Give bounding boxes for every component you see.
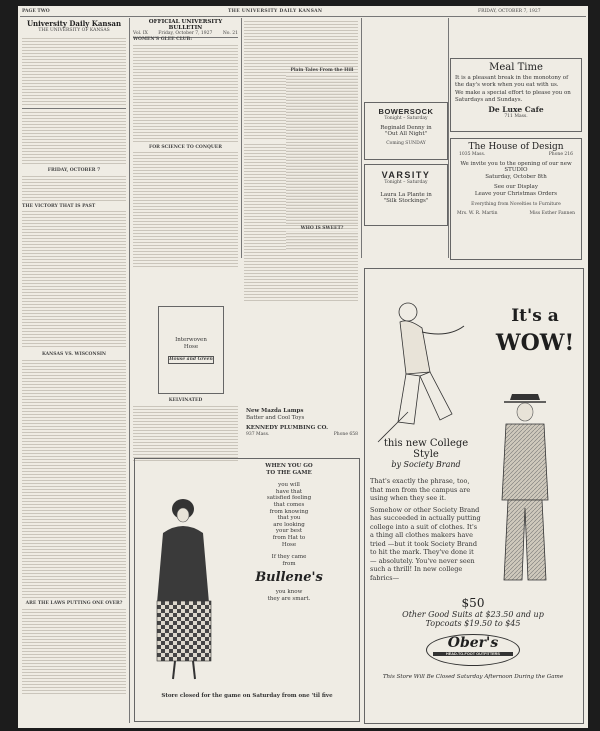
interwoven-ad	[158, 306, 224, 394]
kennedy-address: 937 Mass.	[246, 431, 270, 437]
bowersock-film: "Out All Night"	[384, 131, 428, 138]
fashion-illustration	[141, 493, 221, 683]
kennedy-line1: New Mazda Lamps	[246, 408, 304, 414]
obers-headline2: WOW!	[495, 330, 575, 356]
kansas-headline: KANSAS VS. WISCONSIN	[41, 352, 107, 358]
house-of-design-ad	[450, 138, 582, 260]
man-in-suit-illustration	[482, 390, 568, 590]
obers-other-suits: Other Good Suits at $23.50 and up	[402, 610, 544, 619]
obers-pricing	[368, 596, 578, 680]
bulletin-text	[133, 43, 238, 143]
obers-logo-badge	[426, 634, 520, 666]
interwoven-line2: Hose	[183, 343, 199, 350]
bulletin-title: OFFICIAL UNIVERSITY BULLETIN	[148, 19, 223, 31]
hod-address: 1035 Mass.	[459, 152, 486, 157]
obers-topcoats: Topcoats $19.50 to $45	[425, 619, 521, 628]
bullene-line9: are looking	[273, 521, 305, 528]
obers-headline1: It's a	[511, 306, 559, 326]
who-sweet-text	[286, 231, 358, 251]
obers-price: $50	[461, 596, 485, 610]
hod-owner1: Mrs. W. R. Martin	[457, 211, 498, 217]
obers-body1: That's exactly the phrase, too, that men from the campus are using when they see it.	[370, 477, 471, 502]
bullene-line3: you will	[278, 482, 300, 489]
varsity-subtitle: Tonight – Saturday	[384, 180, 428, 185]
kelvinated-story	[133, 398, 238, 462]
bullene-line16: they are smart.	[267, 595, 311, 602]
bullene-line6: that comes	[273, 501, 305, 508]
obers-footer: This Store Will Be Closed Saturday Afternoon During the Game	[382, 674, 564, 680]
obers-headline	[490, 306, 580, 356]
who-sweet-headline: WHO IS SWEET?	[300, 225, 344, 231]
bullene-line14: from	[282, 560, 296, 567]
bullene-copy	[225, 463, 353, 603]
bullene-line4: have that	[275, 488, 303, 495]
victory-text	[22, 209, 126, 349]
bullene-line8: that you	[277, 515, 301, 522]
bullene-line10: your best	[275, 528, 303, 535]
obers-body2: Somehow or other Society Brand has succeeded in actually putting college into a suit of clothes. It's a thing all clothes makers have tried —but it took Society Brand to hit the mark. They've done it — absolutely. You've never seen such a thrill! In new college fabrics—	[370, 505, 481, 582]
bulletin-date: Friday, October 7, 1927	[158, 31, 213, 36]
obers-logo: Ober's	[447, 635, 499, 651]
editorial-column	[22, 19, 126, 695]
golfer-illustration	[368, 292, 488, 462]
kennedy-name: KENNEDY PLUMBING CO.	[246, 425, 329, 432]
hod-invite: We invite you to the opening of our new STUDIO	[460, 160, 572, 174]
plain-tales-story	[286, 68, 358, 251]
obers-tagline1: this new College Style	[383, 438, 469, 460]
editorial-notice	[22, 110, 126, 166]
obers-tagline2: by Society Brand	[391, 460, 461, 469]
meal-time-body1: It is a pleasant break in the monotony of the day's work when you eat with us.	[455, 75, 569, 88]
bullene-ad	[134, 458, 360, 722]
page-label: PAGE TWO	[22, 9, 50, 14]
conquest-text	[133, 150, 238, 268]
bullene-line7: from knowing	[269, 508, 309, 515]
varsity-name: VARSITY	[381, 170, 431, 180]
issue-date: FRIDAY, OCTOBER 7, 1927	[478, 9, 541, 14]
obers-logo-sub: HEAD-TO-FOOT OUTFITTERS	[433, 652, 513, 656]
hod-display2: Leave your Christmas Orders	[474, 190, 558, 197]
hod-novelties: Everything from Novelties to Furniture	[471, 201, 561, 207]
column-rule	[361, 18, 362, 258]
hod-phone: Phone 216	[548, 152, 573, 157]
bullene-line13: If they came	[271, 554, 307, 561]
bowersock-name: BOWERSOCK	[378, 107, 434, 116]
kennedy-phone: Phone 658	[333, 431, 358, 437]
bowersock-star: Reginald Denny in	[380, 124, 432, 131]
feature-title: FRIDAY, OCTOBER 7	[47, 168, 101, 174]
kansas-text	[22, 358, 126, 598]
bulletin-item: WOMEN'S GLEE CLUB:	[133, 37, 193, 43]
paper-name: THE UNIVERSITY DAILY KANSAN	[228, 9, 323, 14]
laws-headline: ARE THE LAWS PUTTING ONE OVER?	[25, 600, 123, 606]
feature-text	[22, 174, 126, 202]
meal-time-title: Meal Time	[489, 62, 543, 73]
masthead-rule	[20, 16, 586, 17]
kennedy-line2: Batter and Cool Toys	[246, 414, 305, 421]
meal-time-ad	[450, 58, 582, 132]
hod-date: Saturday, October 8th	[485, 173, 547, 180]
bullene-line11: from Hat to	[272, 534, 306, 541]
varsity-film: "Silk Stockings"	[383, 198, 429, 205]
meal-time-body2: We make a special effort to please you on Saturdays and Sundays.	[455, 90, 571, 103]
staff-listing	[22, 36, 126, 106]
bullene-line5: satisfied feeling	[266, 495, 312, 502]
newspaper-page	[18, 6, 588, 728]
hod-title: The House of Design	[468, 142, 564, 152]
bulletin-no: No. 21	[222, 31, 238, 36]
hod-display1: See our Display	[494, 184, 538, 191]
plain-tales-text	[286, 74, 358, 224]
kennedy-ad	[246, 408, 358, 437]
kelvinated-headline: KELVINATED	[168, 398, 203, 403]
nameplate: University Daily Kansan	[26, 19, 122, 28]
kelvinated-text	[133, 404, 238, 462]
column-rule	[241, 18, 242, 258]
house-green-logo: House and Green	[169, 357, 213, 363]
bullene-logo: Bullene's	[255, 570, 323, 586]
meal-time-name: De Luxe Cafe	[488, 105, 544, 115]
laws-text	[22, 607, 126, 695]
bowersock-subtitle: Tonight – Saturday	[384, 116, 428, 121]
bulletin-column	[133, 19, 238, 268]
obers-copy	[370, 438, 482, 582]
bullene-line15: you know	[275, 589, 303, 596]
column-rule	[448, 18, 449, 258]
bulletin-vol: Vol. IX	[133, 31, 148, 36]
bowersock-ad	[364, 102, 448, 160]
plain-tales-headline: Plain Tales From the Hill	[290, 68, 354, 73]
conquest-headline: FOR SCIENCE TO CONQUER	[149, 144, 222, 150]
column-rule	[129, 18, 130, 723]
interwoven-line1: Interwoven	[175, 337, 207, 343]
bullene-line2: TO THE GAME	[266, 469, 312, 476]
varsity-star: Laura La Plante in	[380, 191, 432, 198]
bullene-line1: WHEN YOU GO	[265, 463, 313, 469]
varsity-ad	[364, 164, 448, 226]
bullene-line12: Hose	[281, 541, 297, 548]
nameplate-subhead: THE UNIVERSITY OF KANSAS	[38, 28, 110, 33]
hod-owner2: Miss Esther Fannen	[529, 211, 575, 217]
bowersock-coming: Coming SUNDAY	[386, 140, 426, 146]
victory-headline: THE VICTORY THAT IS PAST	[22, 203, 96, 209]
bullene-footer: Store closed for the game on Saturday from one 'til five	[161, 693, 333, 699]
meal-time-address: 711 Mass.	[504, 114, 528, 120]
